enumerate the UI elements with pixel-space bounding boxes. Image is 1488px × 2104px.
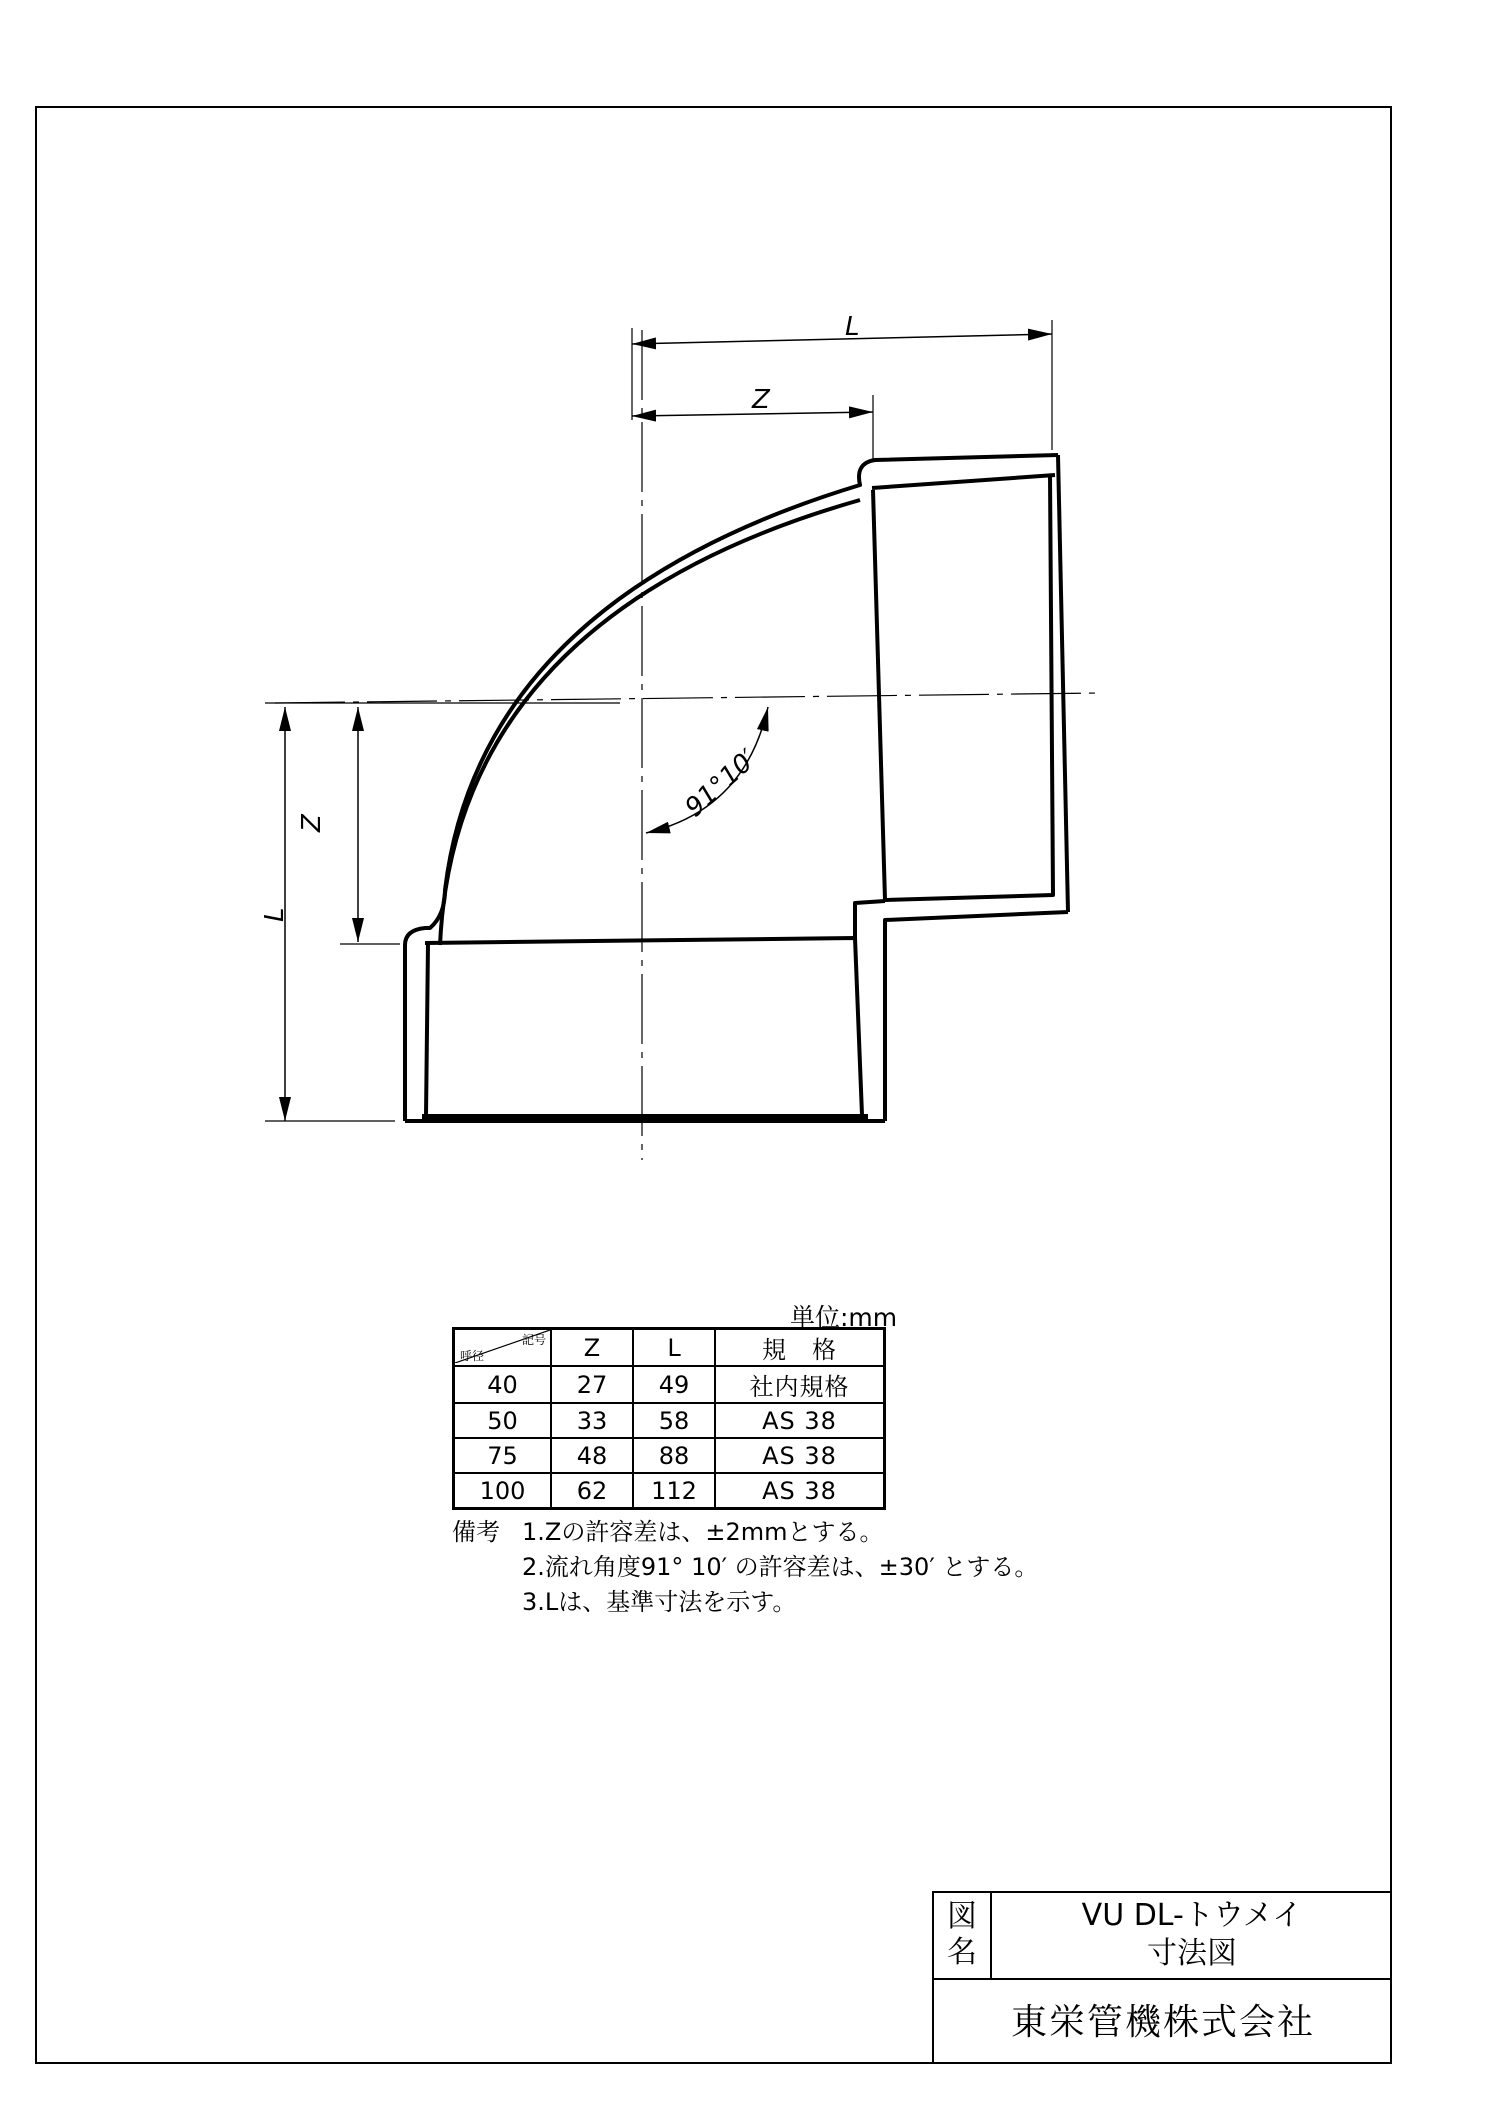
cell-z: 33 <box>551 1403 633 1438</box>
notes-block <box>452 1515 1038 1620</box>
table-header-row <box>454 1329 885 1367</box>
dim-L-top: L <box>845 312 860 342</box>
cell-standard: AS 38 <box>715 1438 885 1473</box>
cell-z: 48 <box>551 1438 633 1473</box>
cell-l: 49 <box>633 1366 715 1403</box>
cell-diameter: 40 <box>454 1366 552 1403</box>
title-label-line2: 名 <box>947 1935 977 1970</box>
center-lines <box>275 330 1100 1160</box>
unit-label: 単位:mm <box>790 1303 898 1332</box>
note-item: 1.Zの許容差は、±2mmとする。 <box>522 1518 884 1546</box>
drawing-name <box>992 1893 1392 1978</box>
dimension-lines <box>285 334 1052 1121</box>
col-header-standard: 規 格 <box>715 1329 885 1367</box>
dim-Z-top: Z <box>752 385 770 415</box>
table-row <box>454 1438 885 1473</box>
table-row <box>454 1473 885 1509</box>
col-header-l: L <box>633 1329 715 1367</box>
note-item: 2.流れ角度91° 10′ の許容差は、±30′ とする。 <box>522 1553 1039 1581</box>
dim-Z-left: Z <box>297 814 327 832</box>
note-row <box>452 1515 1038 1550</box>
cell-l: 112 <box>633 1473 715 1509</box>
cell-standard: AS 38 <box>715 1403 885 1438</box>
cell-l: 88 <box>633 1438 715 1473</box>
title-label <box>934 1893 992 1978</box>
title-block <box>932 1891 1392 2064</box>
dimension-table <box>452 1327 886 1510</box>
title-label-line1: 図 <box>947 1899 977 1934</box>
cell-diameter: 50 <box>454 1403 552 1438</box>
cell-standard: 社内規格 <box>715 1366 885 1403</box>
table-row <box>454 1403 885 1438</box>
table-row <box>454 1366 885 1403</box>
cell-diameter: 75 <box>454 1438 552 1473</box>
cell-diameter: 100 <box>454 1473 552 1509</box>
dim-angle: 91°10′ <box>679 743 763 824</box>
notes-label: 備考 <box>452 1518 500 1546</box>
cell-z: 27 <box>551 1366 633 1403</box>
col-header-z: Z <box>551 1329 633 1367</box>
note-item: 3.Lは、基準寸法を示す。 <box>522 1588 797 1616</box>
corner-symbol-label: 記号 <box>521 1333 546 1347</box>
drawing-name-line2: 寸法図 <box>1147 1936 1237 1971</box>
extension-lines <box>265 320 1052 1121</box>
dim-L-left: L <box>260 907 290 922</box>
cell-l: 58 <box>633 1403 715 1438</box>
corner-diameter-label: 呼径 <box>460 1349 485 1363</box>
drawing-name-line1: VU DL-トウメイ <box>1081 1898 1303 1933</box>
table-corner-cell <box>454 1329 552 1367</box>
cell-standard: AS 38 <box>715 1473 885 1509</box>
company-name: 東栄管機株式会社 <box>934 1978 1392 2064</box>
cell-z: 62 <box>551 1473 633 1509</box>
